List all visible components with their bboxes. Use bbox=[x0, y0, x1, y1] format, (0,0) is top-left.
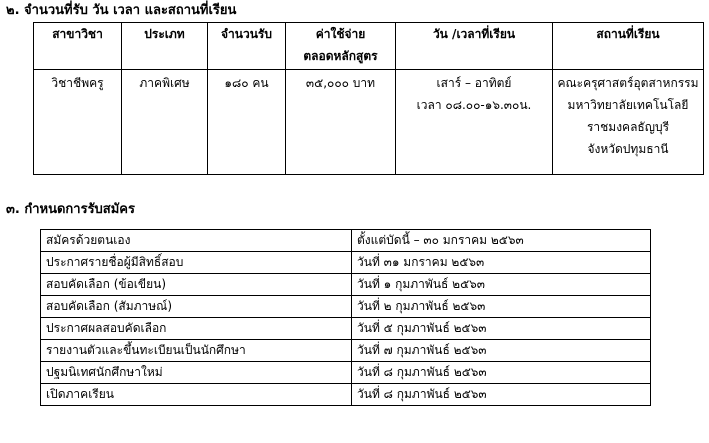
header-cost bbox=[286, 23, 396, 70]
cell-location-line1: คณะครุศาสตร์อุตสาหกรรม bbox=[557, 76, 699, 90]
header-major bbox=[34, 23, 122, 70]
schedule-item: เปิดภาคเรียน bbox=[41, 384, 352, 406]
cell-schedule bbox=[396, 70, 553, 175]
schedule-date: ตั้งแต่บัดนี้ – ๓๐ มกราคม ๒๕๖๓ bbox=[352, 230, 651, 252]
schedule-item: สอบคัดเลือก (สัมภาษณ์) bbox=[41, 296, 352, 318]
cell-schedule-time: เวลา ๐๘.๐๐-๑๖.๓๐น. bbox=[416, 98, 532, 112]
cell-quota-text: ๑๘๐ คน bbox=[224, 76, 269, 90]
schedule-date: วันที่ ๒ กุมภาพันธ์ ๒๕๖๓ bbox=[352, 296, 651, 318]
cell-type bbox=[122, 70, 208, 175]
quota-data-row bbox=[34, 70, 704, 175]
header-type bbox=[122, 23, 208, 70]
quota-header-row bbox=[34, 23, 704, 70]
schedule-row bbox=[41, 340, 651, 362]
schedule-date: วันที่ ๑ กุมภาพันธ์ ๒๕๖๓ bbox=[352, 274, 651, 296]
schedule-item: ปฐมนิเทศนักศึกษาใหม่ bbox=[41, 362, 352, 384]
cell-location bbox=[553, 70, 704, 175]
schedule-item: สมัครด้วยตนเอง bbox=[41, 230, 352, 252]
admission-quota-table bbox=[33, 22, 704, 175]
schedule-item: ประกาศรายชื่อผู้มีสิทธิ์สอบ bbox=[41, 252, 352, 274]
schedule-row bbox=[41, 296, 651, 318]
schedule-date: วันที่ ๘ กุมภาพันธ์ ๒๕๖๓ bbox=[352, 384, 651, 406]
header-quota bbox=[208, 23, 286, 70]
cell-location-line2: มหาวิทยาลัยเทคโนโลยี bbox=[567, 98, 689, 112]
schedule-row bbox=[41, 252, 651, 274]
cell-location-line3: ราชมงคลธัญบุรี bbox=[586, 120, 670, 134]
header-cost-label-line1: ค่าใช้จ่าย bbox=[315, 27, 366, 41]
header-quota-label: จำนวนรับ bbox=[221, 27, 272, 41]
schedule-date: วันที่ ๗ กุมภาพันธ์ ๒๕๖๓ bbox=[352, 340, 651, 362]
header-type-label: ประเภท bbox=[144, 27, 185, 41]
cell-type-text: ภาคพิเศษ bbox=[139, 76, 190, 90]
cell-location-line4: จังหวัดปทุมธานี bbox=[587, 142, 669, 156]
schedule-date: วันที่ ๓๑ มกราคม ๒๕๖๓ bbox=[352, 252, 651, 274]
cell-cost-text: ๓๕,๐๐๐ บาท bbox=[305, 76, 376, 90]
schedule-item: ประกาศผลสอบคัดเลือก bbox=[41, 318, 352, 340]
schedule-item: รายงานตัวและขึ้นทะเบียนเป็นนักศึกษา bbox=[41, 340, 352, 362]
header-cost-label-line2: ตลอดหลักสูตร bbox=[303, 49, 378, 63]
schedule-row bbox=[41, 384, 651, 406]
header-major-label: สาขาวิชา bbox=[52, 27, 103, 41]
cell-cost bbox=[286, 70, 396, 175]
schedule-row bbox=[41, 230, 651, 252]
section-2-heading: ๒. จำนวนที่รับ วัน เวลา และสถานที่เรียน bbox=[6, 3, 237, 18]
cell-quota bbox=[208, 70, 286, 175]
schedule-row bbox=[41, 318, 651, 340]
schedule-date: วันที่ ๕ กุมภาพันธ์ ๒๕๖๓ bbox=[352, 318, 651, 340]
header-location bbox=[553, 23, 704, 70]
section-3-heading: ๓. กำหนดการรับสมัคร bbox=[6, 202, 135, 217]
cell-major-text: วิชาชีพครู bbox=[51, 76, 104, 90]
application-schedule-table bbox=[40, 229, 651, 406]
schedule-row bbox=[41, 274, 651, 296]
schedule-row bbox=[41, 362, 651, 384]
cell-major bbox=[34, 70, 122, 175]
header-schedule bbox=[396, 23, 553, 70]
schedule-item: สอบคัดเลือก (ข้อเขียน) bbox=[41, 274, 352, 296]
header-location-label: สถานที่เรียน bbox=[596, 27, 660, 41]
cell-schedule-days: เสาร์ – อาทิตย์ bbox=[436, 76, 512, 90]
header-schedule-label: วัน /เวลาที่เรียน bbox=[432, 27, 516, 41]
schedule-date: วันที่ ๘ กุมภาพันธ์ ๒๕๖๓ bbox=[352, 362, 651, 384]
